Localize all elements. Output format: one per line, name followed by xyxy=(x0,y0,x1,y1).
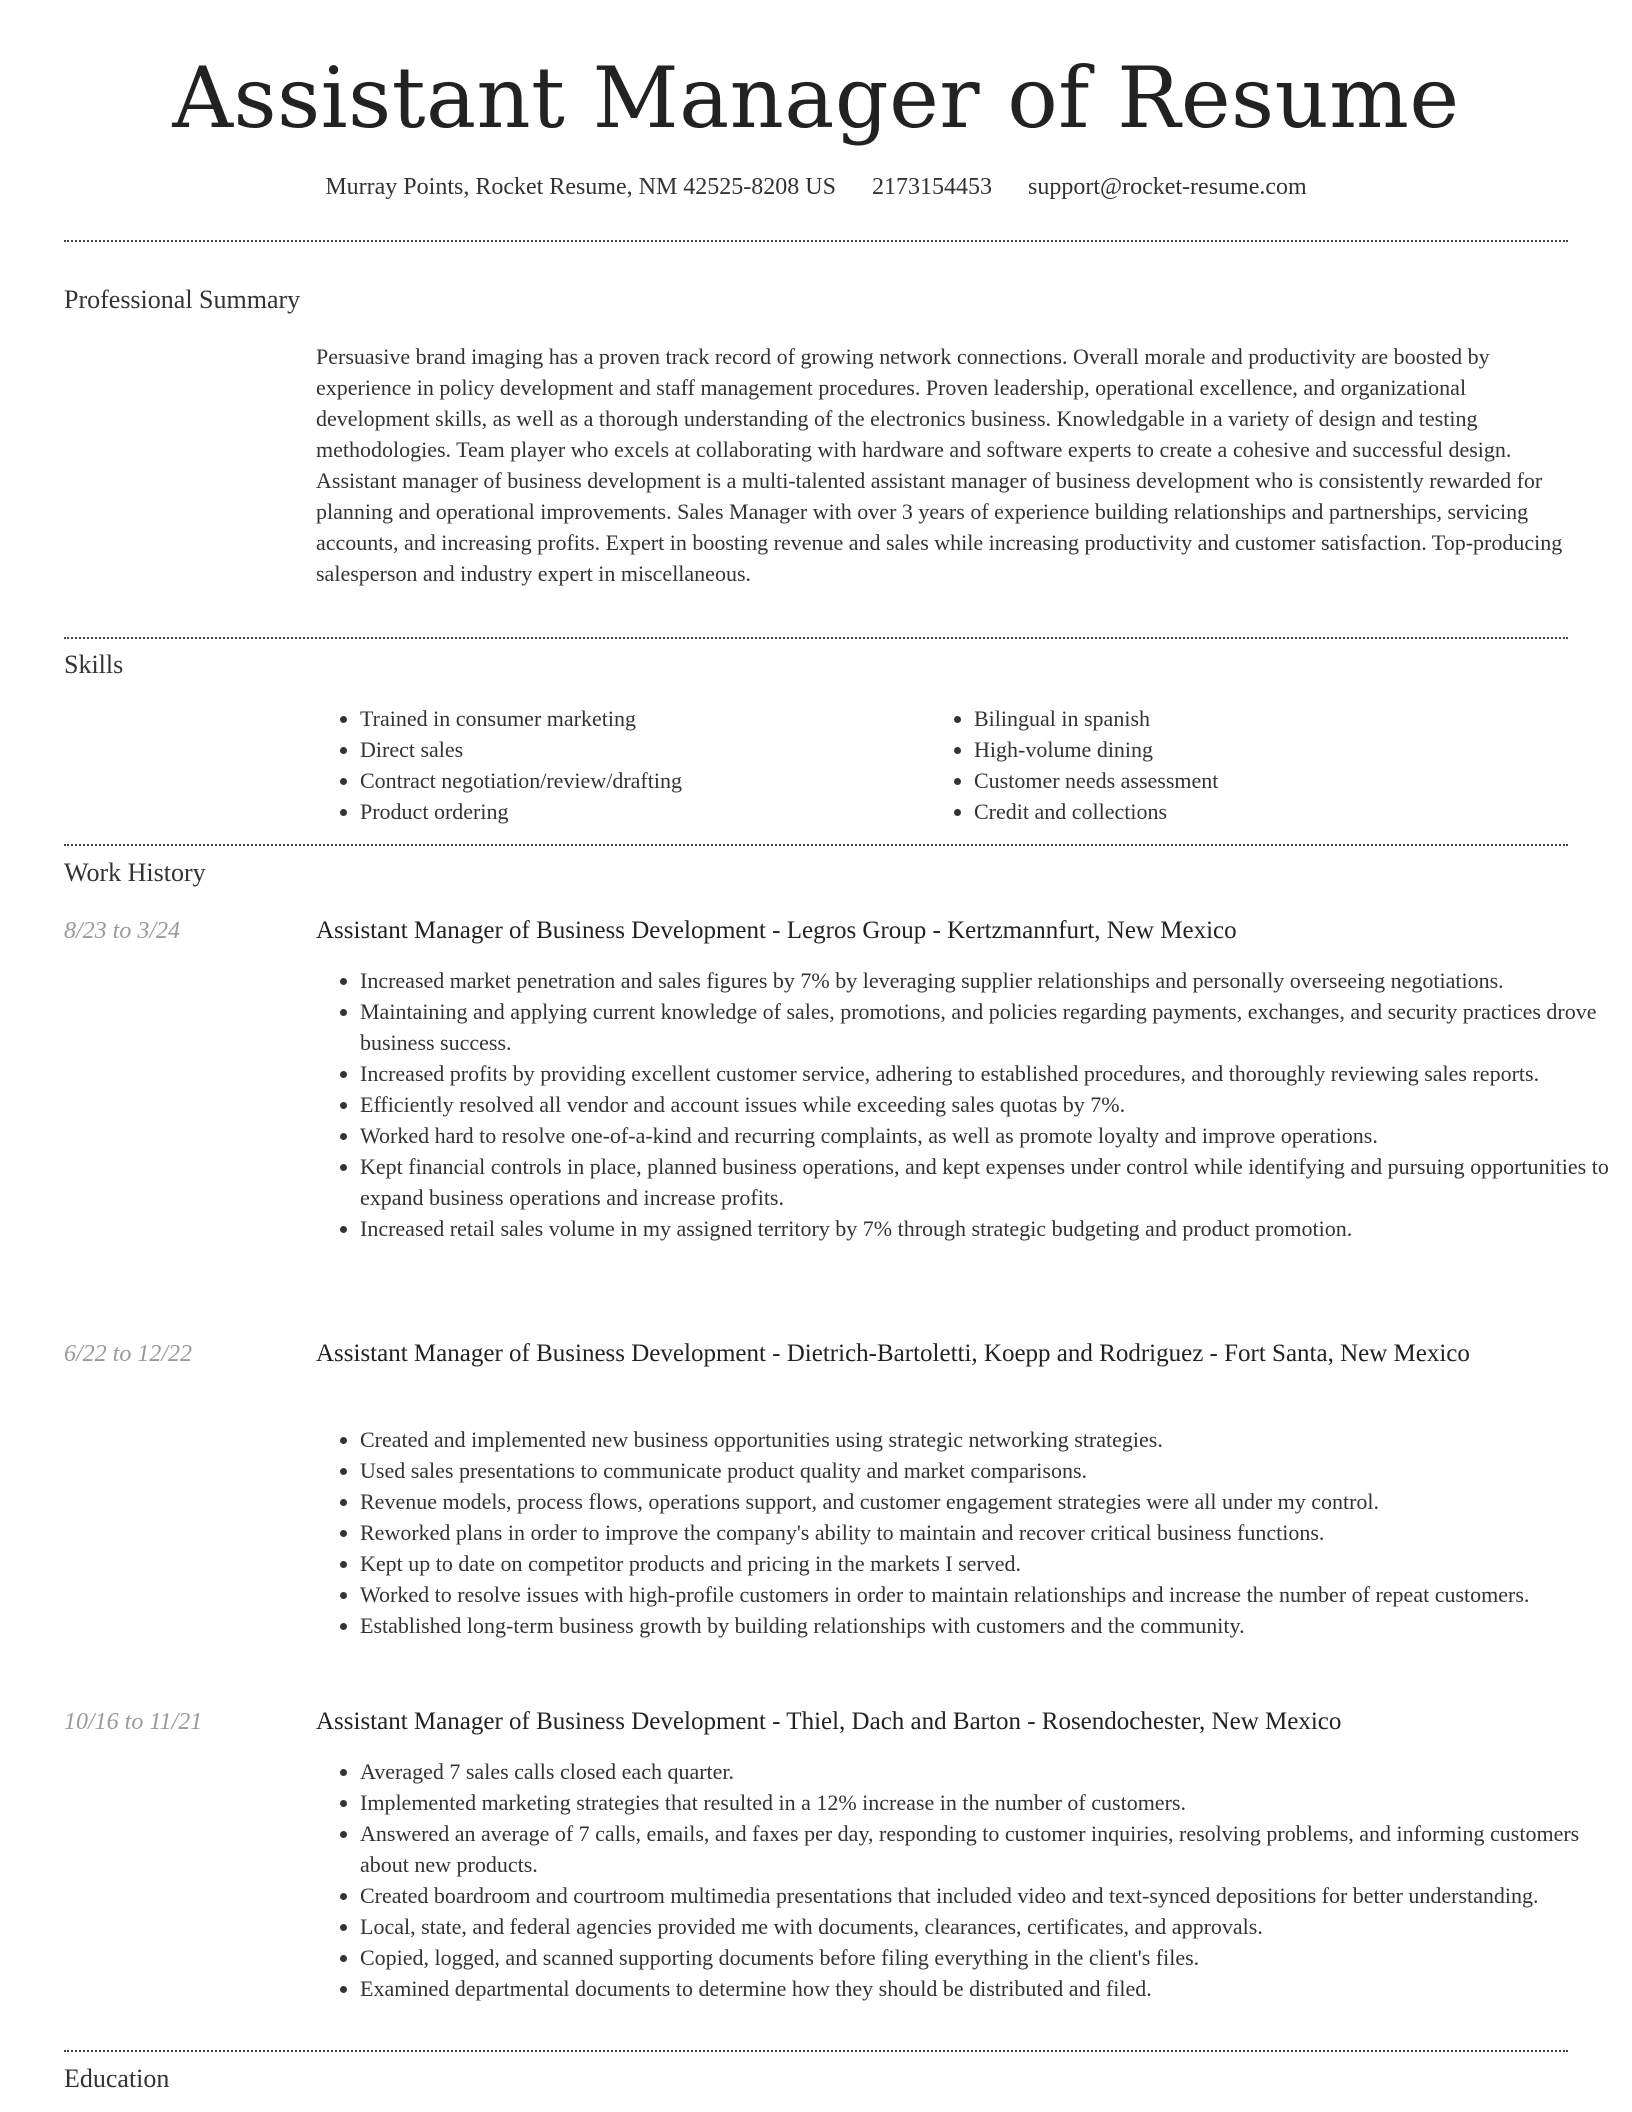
job-title: Assistant Manager of Business Development - Thiel, Dach and Barton - Rosendochester, New Mexico xyxy=(316,1708,1342,1735)
education-heading: Education xyxy=(64,2064,170,2093)
section-divider xyxy=(64,2050,1568,2052)
job-bullet: • Created boardroom and courtroom multimedia presentations that included video and text-synced depositions for better understanding. xyxy=(360,1880,1612,1911)
job-dates: 8/23 to 3/24 xyxy=(64,918,181,944)
job-bullet: • Reworked plans in order to improve the company's ability to maintain and recover critical business functions. xyxy=(360,1517,1612,1548)
contact-email: support@rocket-resume.com xyxy=(1027,174,1307,200)
job-bullet: • Worked to resolve issues with high-profile customers in order to maintain relationships and increase the number of repeat customers. xyxy=(360,1579,1612,1610)
job-title: Assistant Manager of Business Development - Dietrich-Bartoletti, Koepp and Rodriguez - Fort Santa, New Mexico xyxy=(316,1340,1470,1367)
job-bullet: • Local, state, and federal agencies provided me with documents, clearances, certificates, and approvals. xyxy=(360,1911,1612,1942)
summary-heading: Professional Summary xyxy=(64,285,301,314)
section-divider xyxy=(64,637,1568,639)
job-bullet: • Kept financial controls in place, planned business operations, and kept expenses under control while identifying and pursuing opportunities to expand business operations and increase profits. xyxy=(360,1151,1612,1213)
skills-list-right xyxy=(930,703,1574,827)
job-bullet: • Established long-term business growth by building relationships with customers and the community. xyxy=(360,1610,1612,1641)
skill-item: • Customer needs assessment xyxy=(974,765,1574,796)
job-bullet: • Averaged 7 sales calls closed each quarter. xyxy=(360,1756,1612,1787)
contact-address: Murray Points, Rocket Resume, NM 42525-8208 US xyxy=(325,174,836,200)
skill-item: • High-volume dining xyxy=(974,734,1574,765)
skill-item: • Bilingual in spanish xyxy=(974,703,1574,734)
job-bullet: • Maintaining and applying current knowledge of sales, promotions, and policies regarding payments, exchanges, and security practices drove business success. xyxy=(360,996,1612,1058)
job-bullet: • Increased profits by providing excellent customer service, adhering to established procedures, and thoroughly reviewing sales reports. xyxy=(360,1058,1612,1089)
job-bullet: • Increased market penetration and sales figures by 7% by leveraging supplier relationships and personally overseeing negotiations. xyxy=(360,965,1612,996)
job-bullet: • Implemented marketing strategies that resulted in a 12% increase in the number of customers. xyxy=(360,1787,1612,1818)
skill-item: • Product ordering xyxy=(360,796,960,827)
job-title: Assistant Manager of Business Development - Legros Group - Kertzmannfurt, New Mexico xyxy=(316,917,1237,944)
contact-line xyxy=(0,170,1632,204)
job-bullet: • Efficiently resolved all vendor and account issues while exceeding sales quotas by 7%. xyxy=(360,1089,1612,1120)
job-bullet: • Created and implemented new business opportunities using strategic networking strategies. xyxy=(360,1424,1612,1455)
job-bullet: • Answered an average of 7 calls, emails, and faxes per day, responding to customer inquiries, resolving problems, and informing customers about new products. xyxy=(360,1818,1612,1880)
section-divider xyxy=(64,240,1568,242)
job-bullet: • Copied, logged, and scanned supporting documents before filing everything in the client's files. xyxy=(360,1942,1612,1973)
contact-phone: 2173154453 xyxy=(871,174,992,200)
job-dates: 6/22 to 12/22 xyxy=(64,1341,193,1367)
skill-item: • Trained in consumer marketing xyxy=(360,703,960,734)
job-bullet: • Revenue models, process flows, operations support, and customer engagement strategies were all under my control. xyxy=(360,1486,1612,1517)
skill-item: • Contract negotiation/review/drafting xyxy=(360,765,960,796)
section-divider xyxy=(64,844,1568,846)
summary-text: Persuasive brand imaging has a proven track record of growing network connections. Overall morale and productivity are boosted by experience in policy development and staff management procedures. Proven leadership, operational excellence, and organizational development skills, as well as a thorough understanding of the electronics business. Knowledgable in a variety of design and testing methodologies. Team player who excels at collaborating with hardware and software experts to create a cohesive and successful design. Assistant manager of business development is a multi-talented assistant manager of business development who is consistently rewarded for planning and operational improvements. Sales Manager with over 3 years of experience building relationships and partnerships, servicing accounts, and increasing profits. Expert in boosting revenue and sales while increasing productivity and customer satisfaction. Top-producing salesperson and industry expert in miscellaneous. xyxy=(316,344,1563,586)
skill-item: • Direct sales xyxy=(360,734,960,765)
job-bullets xyxy=(316,1756,1612,2004)
skills-list-left xyxy=(316,703,960,827)
job-dates: 10/16 to 11/21 xyxy=(64,1709,203,1735)
skill-item: • Credit and collections xyxy=(974,796,1574,827)
job-bullet: • Kept up to date on competitor products and pricing in the markets I served. xyxy=(360,1548,1612,1579)
work-history-heading: Work History xyxy=(64,858,206,887)
job-bullet: • Examined departmental documents to determine how they should be distributed and filed. xyxy=(360,1973,1612,2004)
job-bullet: • Increased retail sales volume in my assigned territory by 7% through strategic budgeting and product promotion. xyxy=(360,1213,1612,1244)
resume-name: Assistant Manager of Resume xyxy=(172,49,1460,147)
job-bullet: • Used sales presentations to communicate product quality and market comparisons. xyxy=(360,1455,1612,1486)
job-bullets xyxy=(316,1424,1612,1641)
skills-heading: Skills xyxy=(64,650,124,679)
job-bullets xyxy=(316,965,1612,1244)
job-bullet: • Worked hard to resolve one-of-a-kind and recurring complaints, as well as promote loyalty and improve operations. xyxy=(360,1120,1612,1151)
